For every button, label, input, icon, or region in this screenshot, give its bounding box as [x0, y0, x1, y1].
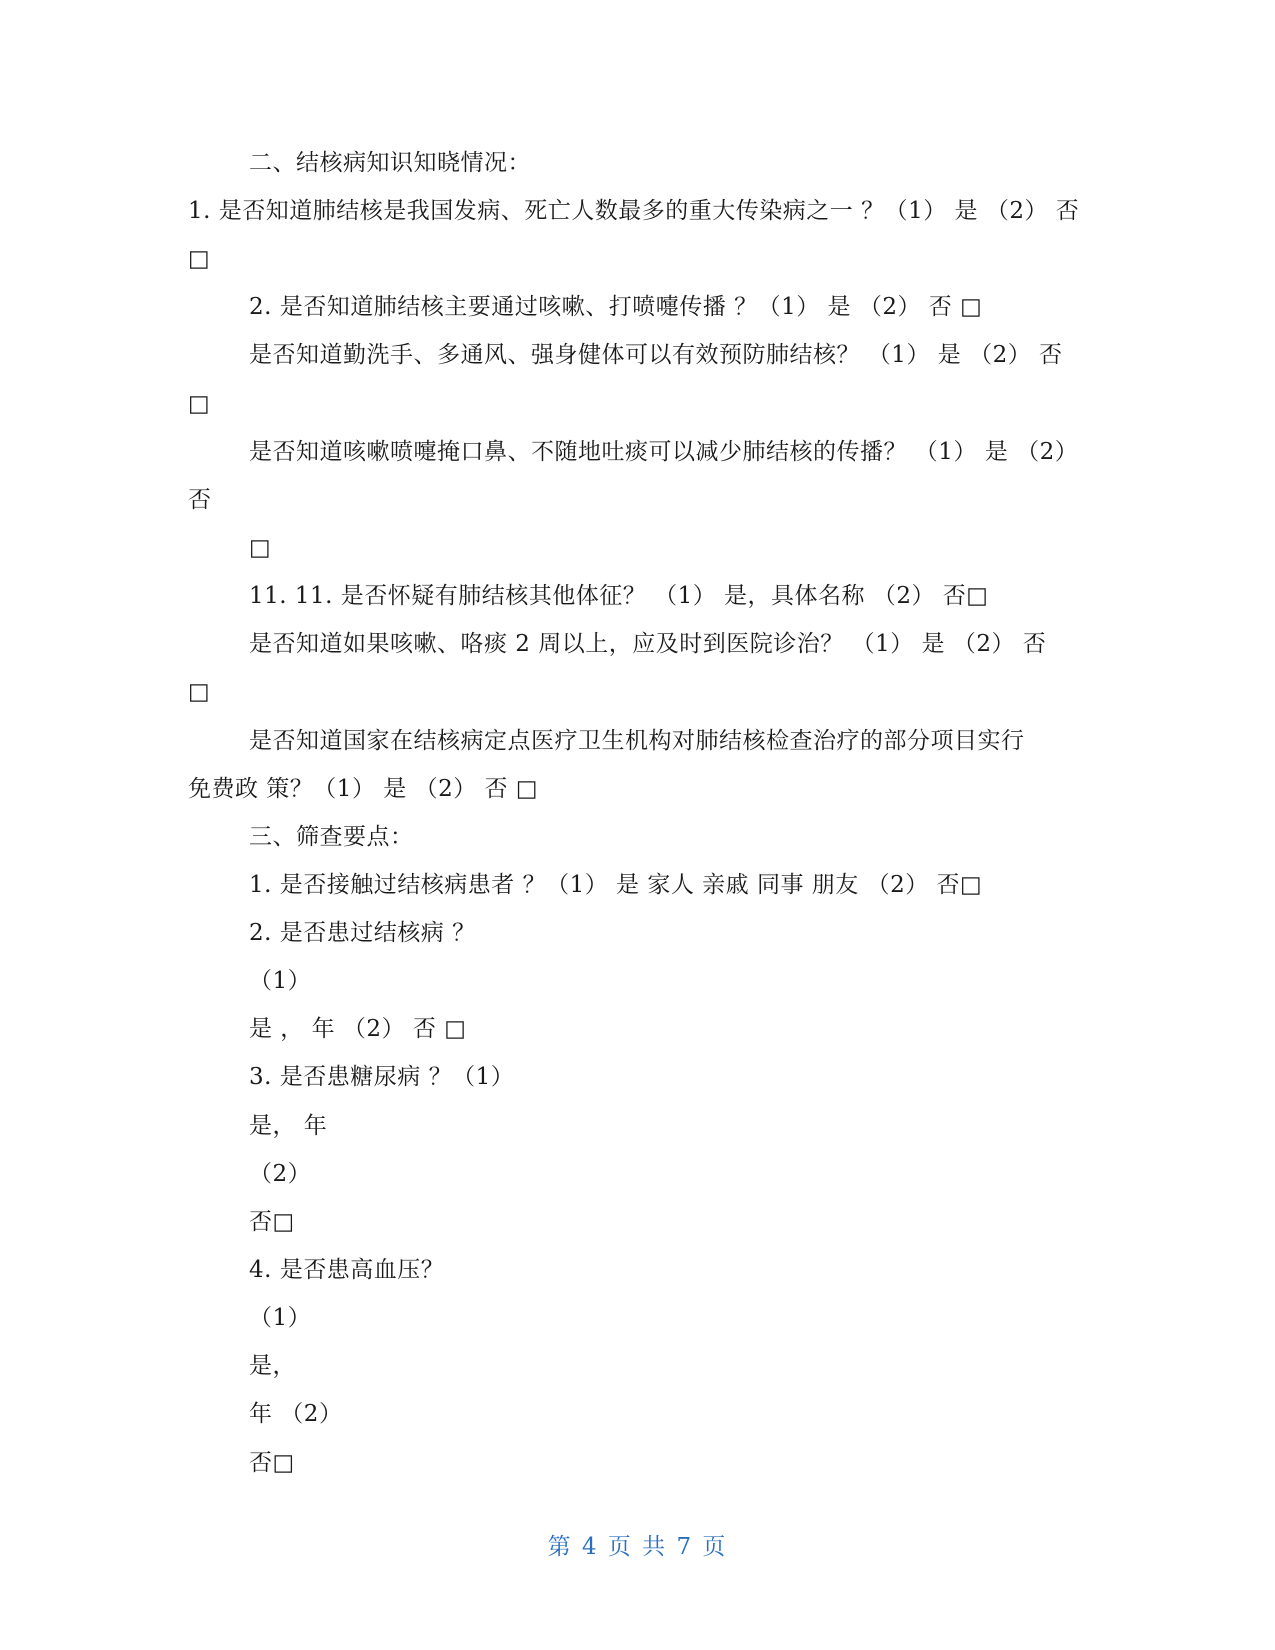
checkbox-line: □: [249, 535, 272, 561]
question-line: 是否知道勤洗手、多通风、强身健体可以有效预防肺结核？ （1） 是 （2） 否: [249, 342, 1063, 368]
question-line: 4. 是否患高血压？: [249, 1257, 445, 1283]
question-line: 3. 是否患糖尿病 ？（1）: [249, 1064, 515, 1090]
question-line: 免费政 策？（1） 是 （2） 否 □: [188, 776, 539, 802]
checkbox-line: □: [188, 246, 211, 272]
answer-line: 否□: [249, 1209, 295, 1235]
question-line: 2. 是否知道肺结核主要通过咳嗽、打喷嚏传播 ？（1） 是 （2） 否 □: [249, 294, 983, 320]
question-line: 是否知道咳嗽喷嚏掩口鼻、不随地吐痰可以减少肺结核的传播？ （1） 是 （2）: [249, 439, 1079, 465]
question-line: 是否知道国家在结核病定点医疗卫生机构对肺结核检查治疗的部分项目实行: [249, 728, 1025, 754]
checkbox-line: □: [188, 679, 211, 705]
section-heading-knowledge: 二、结核病知识知晓情况：: [249, 150, 531, 176]
answer-line: 年 （2）: [249, 1401, 343, 1427]
question-line: 1. 是否知道肺结核是我国发病、死亡人数最多的重大传染病之一 ？（1） 是 （2） 否: [188, 198, 1080, 224]
answer-line: 是， 年: [249, 1113, 328, 1139]
question-line: 2. 是否患过结核病 ？: [249, 920, 476, 946]
answer-line: （1）: [249, 968, 312, 994]
answer-line: （1）: [249, 1305, 312, 1331]
section-heading-screening: 三、筛查要点：: [249, 824, 414, 850]
checkbox-line: □: [188, 391, 211, 417]
answer-line: （2）: [249, 1161, 312, 1187]
question-line: 是否知道如果咳嗽、咯痰 2 周以上，应及时到医院诊治？ （1） 是 （2） 否: [249, 631, 1047, 657]
answer-line: 是，: [249, 1353, 296, 1379]
question-line: 11. 11. 是否怀疑有肺结核其他体征？ （1） 是，具体名称 （2） 否□: [249, 583, 989, 609]
answer-line: 否: [188, 487, 212, 513]
page-number-footer: 第 4 页 共 7 页: [547, 1534, 728, 1560]
answer-line: 否□: [249, 1450, 295, 1476]
answer-line: 是 ， 年 （2） 否 □: [249, 1016, 467, 1042]
question-line: 1. 是否接触过结核病患者 ？（1） 是 家人 亲戚 同事 朋友 （2） 否□: [249, 872, 983, 898]
